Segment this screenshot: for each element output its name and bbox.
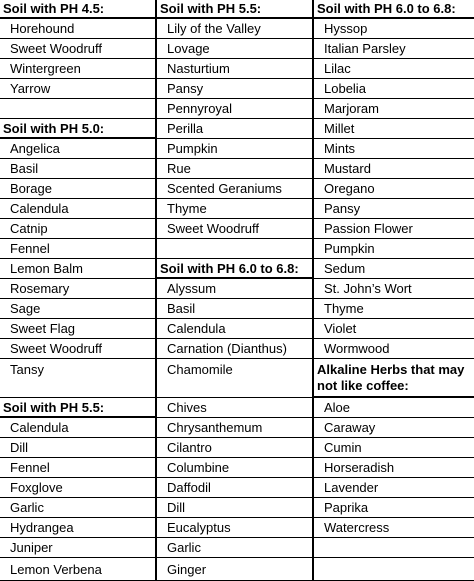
table-cell: Columbine	[157, 458, 312, 478]
table-column-2	[157, 0, 314, 581]
table-cell: Thyme	[314, 299, 474, 319]
table-cell: Wormwood	[314, 339, 474, 359]
table-cell: Lemon Balm	[0, 259, 155, 279]
table-cell: Hydrangea	[0, 518, 155, 538]
table-cell: Dill	[0, 438, 155, 458]
table-cell: Passion Flower	[314, 219, 474, 239]
table-cell: Alyssum	[157, 279, 312, 299]
table-cell: Chives	[157, 398, 312, 418]
table-cell: Eucalyptus	[157, 518, 312, 538]
table-cell: Pennyroyal	[157, 99, 312, 119]
section-heading: Soil with PH 5.5:	[157, 0, 312, 19]
table-cell: Chamomile	[157, 359, 312, 398]
table-column-3	[314, 0, 474, 581]
table-cell: Yarrow	[0, 79, 155, 99]
table-cell: Fennel	[0, 239, 155, 259]
table-cell: Italian Parsley	[314, 39, 474, 59]
table-cell: Calendula	[157, 319, 312, 339]
table-cell: Paprika	[314, 498, 474, 518]
section-heading: Soil with PH 6.0 to 6.8:	[314, 0, 474, 19]
table-cell: Perilla	[157, 119, 312, 139]
table-cell: Lilac	[314, 59, 474, 79]
table-cell	[0, 99, 155, 119]
table-cell: Cumin	[314, 438, 474, 458]
table-cell: Mints	[314, 139, 474, 159]
table-cell: Sweet Woodruff	[0, 339, 155, 359]
section-heading: Soil with PH 6.0 to 6.8:	[157, 259, 312, 279]
table-cell: Fennel	[0, 458, 155, 478]
section-heading: Soil with PH 5.5:	[0, 398, 155, 418]
table-cell: Mustard	[314, 159, 474, 179]
table-cell: Lavender	[314, 478, 474, 498]
table-cell: Rosemary	[0, 279, 155, 299]
table-cell: Garlic	[0, 498, 155, 518]
table-cell: Sage	[0, 299, 155, 319]
table-cell: Horehound	[0, 19, 155, 39]
table-cell: Daffodil	[157, 478, 312, 498]
section-heading: Soil with PH 4.5:	[0, 0, 155, 19]
table-cell: Foxglove	[0, 478, 155, 498]
table-cell: Pumpkin	[314, 239, 474, 259]
table-cell: Horseradish	[314, 458, 474, 478]
table-cell: Lily of the Valley	[157, 19, 312, 39]
table-cell: St. John’s Wort	[314, 279, 474, 299]
table-cell: Wintergreen	[0, 59, 155, 79]
table-cell: Angelica	[0, 139, 155, 159]
table-cell: Basil	[0, 159, 155, 179]
table-cell: Pansy	[157, 79, 312, 99]
table-cell: Lovage	[157, 39, 312, 59]
table-cell: Millet	[314, 119, 474, 139]
table-cell: Sweet Woodruff	[0, 39, 155, 59]
table-cell: Rue	[157, 159, 312, 179]
table-cell: Lemon Verbena	[0, 558, 155, 581]
table-cell: Calendula	[0, 199, 155, 219]
table-cell: Aloe	[314, 398, 474, 418]
table-cell: Hyssop	[314, 19, 474, 39]
table-cell: Basil	[157, 299, 312, 319]
section-heading: Alkaline Herbs that may not like coffee:	[314, 359, 474, 398]
table-cell: Dill	[157, 498, 312, 518]
table-cell: Calendula	[0, 418, 155, 438]
table-cell: Juniper	[0, 538, 155, 558]
table-cell: Catnip	[0, 219, 155, 239]
table-cell: Carnation (Dianthus)	[157, 339, 312, 359]
table-cell: Lobelia	[314, 79, 474, 99]
table-cell: Ginger	[157, 558, 312, 581]
table-cell: Sedum	[314, 259, 474, 279]
table-cell: Caraway	[314, 418, 474, 438]
table-cell: Chrysanthemum	[157, 418, 312, 438]
table-cell	[157, 239, 312, 259]
table-cell: Scented Geraniums	[157, 179, 312, 199]
table-cell: Sweet Woodruff	[157, 219, 312, 239]
table-cell	[314, 558, 474, 581]
table-cell: Watercress	[314, 518, 474, 538]
table-cell: Nasturtium	[157, 59, 312, 79]
table-cell: Oregano	[314, 179, 474, 199]
table-cell: Thyme	[157, 199, 312, 219]
table-cell	[314, 538, 474, 558]
table-cell: Violet	[314, 319, 474, 339]
table-column-1	[0, 0, 157, 581]
table-cell: Borage	[0, 179, 155, 199]
table-cell: Sweet Flag	[0, 319, 155, 339]
table-cell: Pansy	[314, 199, 474, 219]
table-cell: Cilantro	[157, 438, 312, 458]
table-cell: Tansy	[0, 359, 155, 398]
section-heading: Soil with PH 5.0:	[0, 119, 155, 139]
table-cell: Pumpkin	[157, 139, 312, 159]
table-cell: Marjoram	[314, 99, 474, 119]
table-cell: Garlic	[157, 538, 312, 558]
